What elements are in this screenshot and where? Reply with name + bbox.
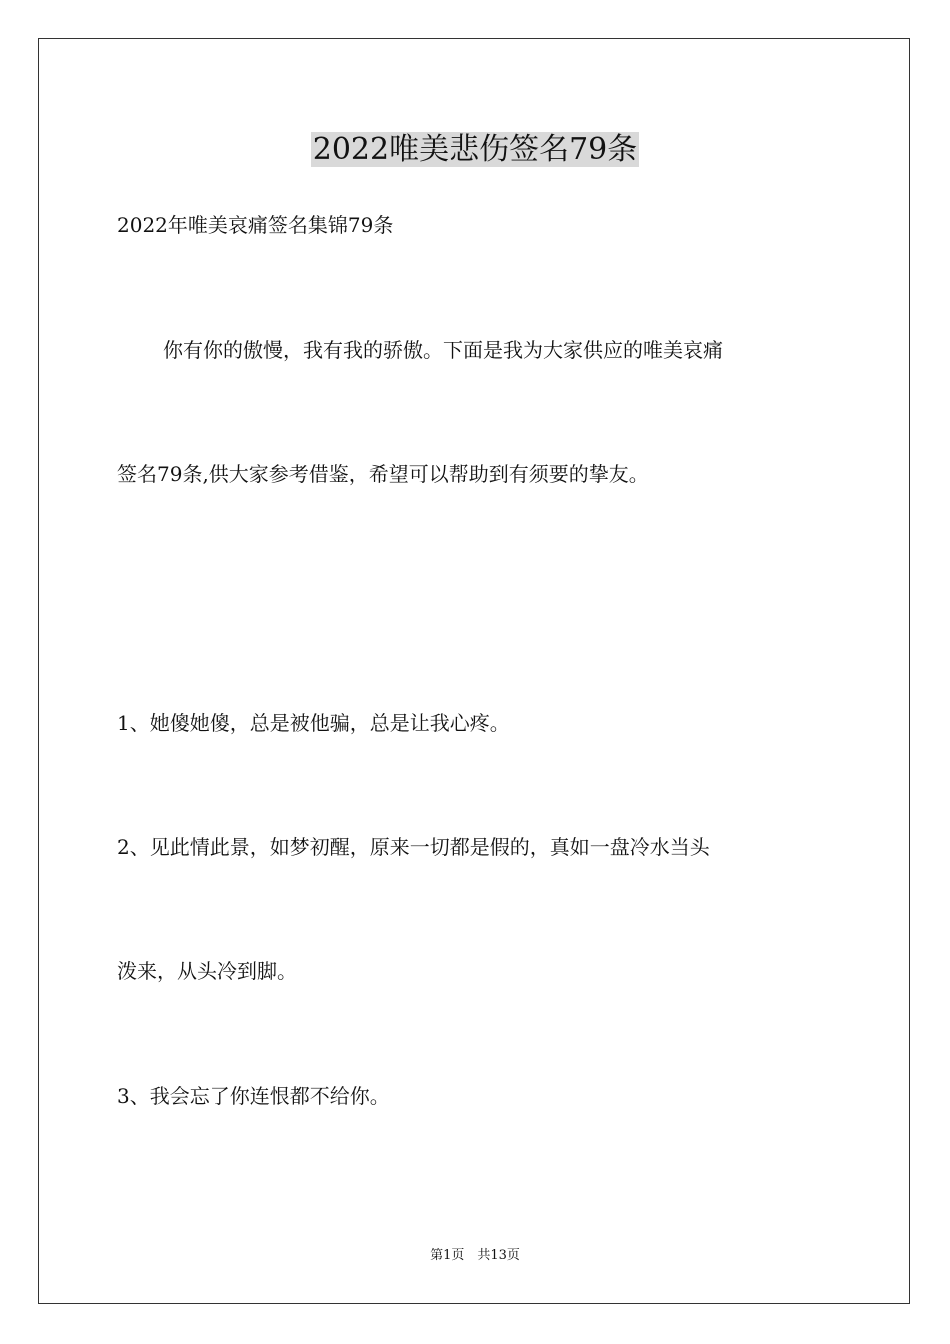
list-item-3: 3、我会忘了你连恨都不给你。: [117, 1084, 390, 1108]
page-number-footer: 第1页 共13页: [430, 1248, 520, 1263]
intro-line-2: 签名79条,供大家参考借鉴，希望可以帮助到有须要的挚友。: [117, 462, 649, 486]
document-title: [0, 126, 950, 174]
list-item-1: 1、她傻她傻，总是被他骗，总是让我心疼。: [117, 711, 510, 735]
list-item-2-line-2: 泼来，从头冷到脚。: [117, 959, 297, 983]
document-title-text: 2022唯美悲伤签名79条: [312, 132, 638, 167]
document-subtitle: 2022年唯美哀痛签名集锦79条: [117, 213, 394, 237]
list-item-2-line-1: 2、见此情此景，如梦初醒，原来一切都是假的，真如一盘冷水当头: [117, 835, 710, 859]
intro-line-1: 你有你的傲慢，我有我的骄傲。下面是我为大家供应的唯美哀痛: [163, 338, 723, 362]
